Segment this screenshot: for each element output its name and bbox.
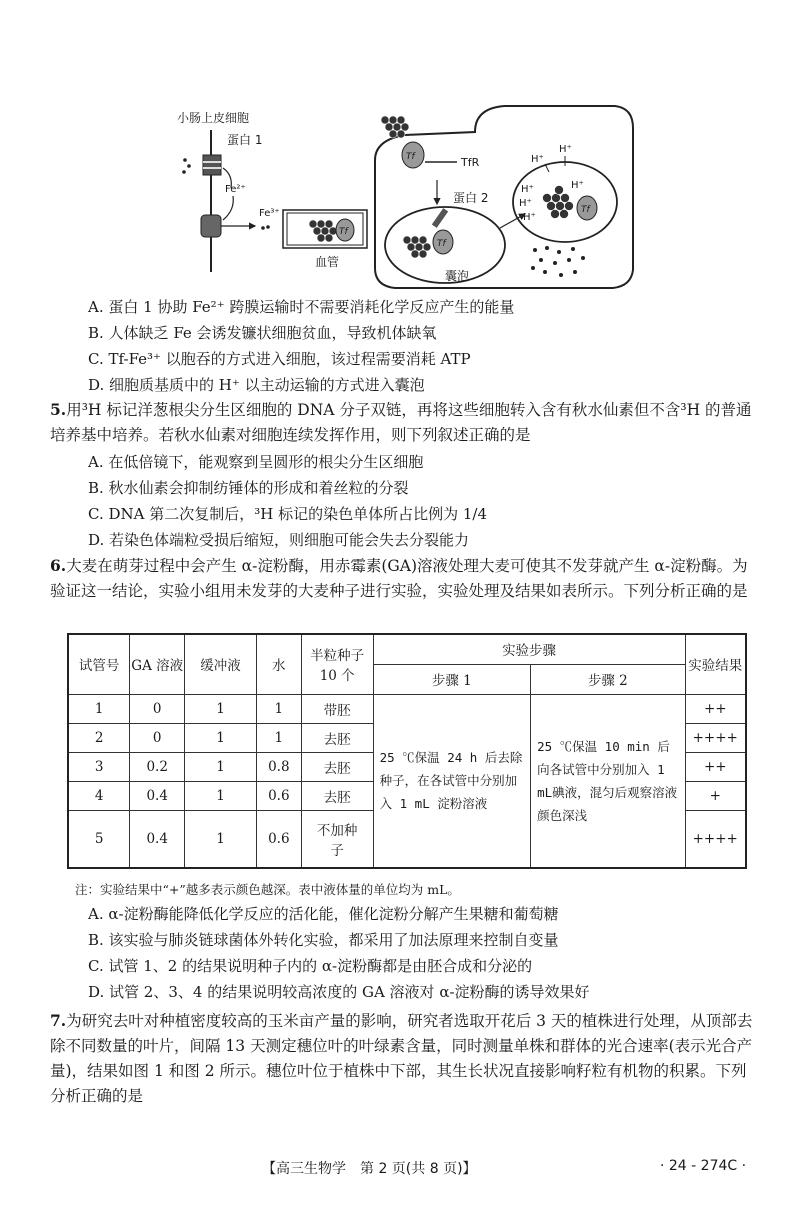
q5-number: 5. xyxy=(50,400,67,419)
cell-ga: 0.4 xyxy=(130,781,185,810)
cell-water: 1 xyxy=(256,694,301,723)
cell-tube: 1 xyxy=(68,694,130,723)
cell-water: 0.8 xyxy=(256,752,301,781)
released-iron xyxy=(531,246,585,277)
label-protein2: 蛋白 2 xyxy=(453,191,489,205)
cell-ga: 0 xyxy=(130,723,185,752)
cell-buffer: 1 xyxy=(185,723,257,752)
q4-option-d: D. 细胞质基质中的 H⁺ 以主动运输的方式进入囊泡 xyxy=(88,376,425,394)
header-steps: 实验步骤 xyxy=(373,634,685,664)
label-h-3: H⁺ xyxy=(521,184,534,195)
iron-cluster-vessel xyxy=(309,220,337,242)
cell-buffer: 1 xyxy=(185,781,257,810)
q7-text: 为研究去叶对种植密度较高的玉米亩产量的影响，研究者选取开花后 3 天的植株进行处理，从顶部去除不同数量的叶片，间隔 13 天测定穗位叶的叶绿素含量，同时测量单株和群体的光合速率(表示光合产量)，结果如图 1 和图 2 所示。穗位叶位于植株中下部，其生长状况直接影响籽粒有机物的积累。下列分析正确的是 xyxy=(50,1012,753,1105)
header-seed: 半粒种子 10 个 xyxy=(301,634,373,694)
cell-tube: 4 xyxy=(68,781,130,810)
cell-water: 0.6 xyxy=(256,781,301,810)
basolateral-transporter xyxy=(201,215,221,237)
cell-step2: 25 ℃保温 10 min 后向各试管中分别加入 1 mL碘液，混匀后观察溶液颜色深浅 xyxy=(531,694,685,868)
cell-result: ++ xyxy=(685,694,746,723)
cell-buffer: 1 xyxy=(185,810,257,868)
header-water: 水 xyxy=(256,634,301,694)
q5-option-a: A. 在低倍镜下，能观察到呈圆形的根尖分生区细胞 xyxy=(88,453,424,471)
protein1-channel xyxy=(203,155,221,175)
cell-tube: 5 xyxy=(68,810,130,868)
label-tf-2: Tf xyxy=(406,152,415,162)
iron-cluster-release xyxy=(543,186,574,219)
header-step1: 步骤 1 xyxy=(373,664,530,694)
label-tf-4: Tf xyxy=(581,205,590,215)
label-tf-3: Tf xyxy=(437,239,446,249)
cell-water: 1 xyxy=(256,723,301,752)
q5-text: 用³H 标记洋葱根尖分生区细胞的 DNA 分子双链，再将这些细胞转入含有秋水仙素但不含³H 的普通培养基中培养。若秋水仙素对细胞连续发挥作用，则下列叙述正确的是 xyxy=(50,401,752,444)
label-h-6: H⁺ xyxy=(571,180,584,191)
label-h-1: H⁺ xyxy=(531,154,544,165)
header-buffer: 缓冲液 xyxy=(185,634,257,694)
cell-tube: 2 xyxy=(68,723,130,752)
label-vessel: 血管 xyxy=(315,255,340,269)
q5-option-d: D. 若染色体端粒受损后缩短，则细胞可能会失去分裂能力 xyxy=(88,531,470,549)
label-vesicle: 囊泡 xyxy=(445,269,470,283)
protein2 xyxy=(432,208,448,228)
label-fe3-a: Fe³⁺ xyxy=(259,208,280,219)
cell-seed: 去胚 xyxy=(301,752,373,781)
cell-buffer: 1 xyxy=(185,694,257,723)
cell-result: + xyxy=(685,781,746,810)
header-tube: 试管号 xyxy=(68,634,130,694)
q6-option-d: D. 试管 2、3、4 的结果说明较高浓度的 GA 溶液对 α-淀粉酶的诱导效果好 xyxy=(88,983,590,1001)
cell-result: ++ xyxy=(685,752,746,781)
cell-ga: 0.2 xyxy=(130,752,185,781)
q5-stem xyxy=(50,397,760,448)
q4-option-c: C. Tf-Fe³⁺ 以胞吞的方式进入细胞，该过程需要消耗 ATP xyxy=(88,350,471,368)
iron-cluster-endosome xyxy=(403,236,431,258)
q4-option-b: B. 人体缺乏 Fe 会诱发镰状细胞贫血，导致机体缺氧 xyxy=(88,324,437,342)
cell-seed: 去胚 xyxy=(301,723,373,752)
label-h-2: H⁺ xyxy=(559,144,572,155)
cell-water: 0.6 xyxy=(256,810,301,868)
label-fe2: Fe²⁺ xyxy=(225,184,246,195)
iron-transport-diagram xyxy=(175,100,645,300)
cell-tube: 3 xyxy=(68,752,130,781)
header-step2: 步骤 2 xyxy=(531,664,685,694)
q7-stem xyxy=(50,1008,760,1109)
label-h-4: H⁺ xyxy=(519,198,532,209)
cell-step1: 25 ℃保温 24 h 后去除种子，在各试管中分别加入 1 mL 淀粉溶液 xyxy=(373,694,530,868)
header-ga: GA 溶液 xyxy=(130,634,185,694)
q4-option-a: A. 蛋白 1 协助 Fe²⁺ 跨膜运输时不需要消耗化学反应产生的能量 xyxy=(88,298,515,316)
q6-option-c: C. 试管 1、2 的结果说明种子内的 α-淀粉酶都是由胚合成和分泌的 xyxy=(88,957,533,975)
q5-option-b: B. 秋水仙素会抑制纺锤体的形成和着丝粒的分裂 xyxy=(88,479,409,497)
label-intestinal-cell: 小肠上皮细胞 xyxy=(177,111,250,125)
footer-title: 【高三生物学 第 2 页(共 8 页)】 xyxy=(262,1161,477,1177)
label-protein1: 蛋白 1 xyxy=(227,133,263,147)
cell-result: ++++ xyxy=(685,810,746,868)
label-tfr: TfR xyxy=(461,156,480,169)
cell-seed: 不加种子 xyxy=(301,810,373,868)
header-result: 实验结果 xyxy=(685,634,746,694)
q5-option-c: C. DNA 第二次复制后，³H 标记的染色单体所占比例为 1/4 xyxy=(88,505,488,523)
table-row xyxy=(68,694,746,723)
cell-ga: 0.4 xyxy=(130,810,185,868)
cell-seed: 去胚 xyxy=(301,781,373,810)
iron-cluster-free xyxy=(381,116,409,138)
cell-buffer: 1 xyxy=(185,752,257,781)
cell-result: ++++ xyxy=(685,723,746,752)
table-note: 注：实验结果中“+”越多表示颜色越深。表中液体量的单位均为 mL。 xyxy=(75,882,460,897)
cell-seed: 带胚 xyxy=(301,694,373,723)
q6-option-b: B. 该实验与肺炎链球菌体外转化实验，都采用了加法原理来控制自变量 xyxy=(88,931,559,949)
q7-number: 7. xyxy=(50,1011,67,1030)
target-cell xyxy=(375,106,633,288)
q6-stem xyxy=(50,553,760,604)
q6-number: 6. xyxy=(50,556,67,575)
label-tf-1: Tf xyxy=(339,227,348,237)
q6-text: 大麦在萌芽过程中会产生 α-淀粉酶，用赤霉素(GA)溶液处理大麦可使其不发芽就产生 α-淀粉酶。为验证这一结论，实验小组用未发芽的大麦种子进行实验，实验处理及结果如表所示。下列分析正确的是 xyxy=(50,557,748,600)
footer-code: · 24 - 274C · xyxy=(660,1158,747,1174)
cell-ga: 0 xyxy=(130,694,185,723)
label-h-5: H⁺ xyxy=(523,212,536,223)
q6-option-a: A. α-淀粉酶能降低化学反应的活化能，催化淀粉分解产生果糖和葡萄糖 xyxy=(88,905,559,923)
experiment-table xyxy=(67,633,747,869)
